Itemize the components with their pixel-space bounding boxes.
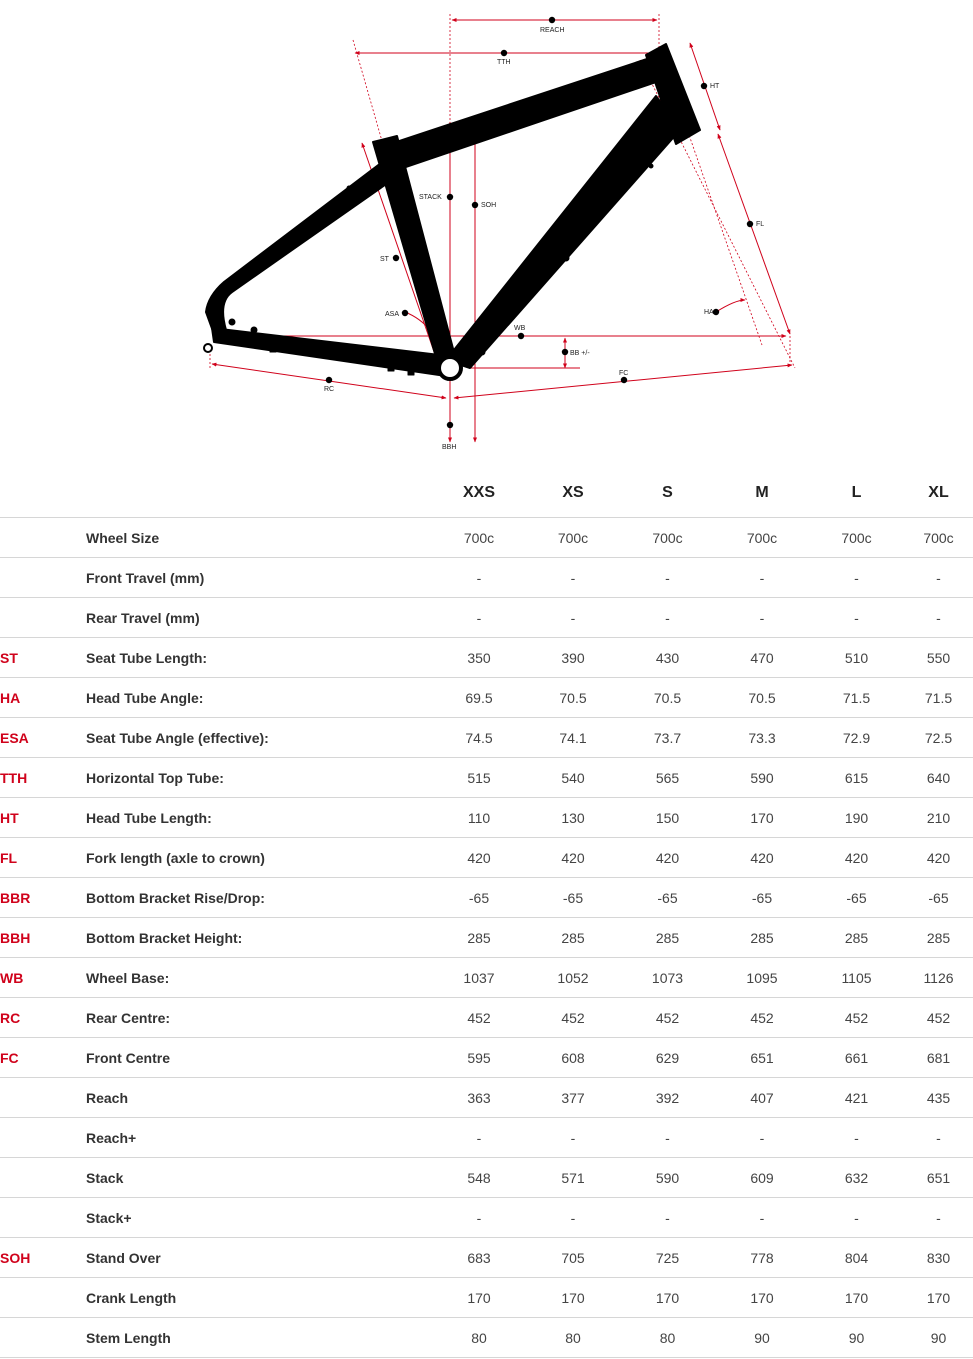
label-reach: REACH bbox=[540, 27, 565, 34]
row-value: 150 bbox=[620, 798, 715, 838]
row-value: - bbox=[432, 598, 526, 638]
row-value: 565 bbox=[620, 758, 715, 798]
row-value: - bbox=[432, 558, 526, 598]
row-value: 452 bbox=[526, 998, 620, 1038]
row-value: 651 bbox=[904, 1158, 973, 1198]
row-value: 80 bbox=[620, 1318, 715, 1358]
row-value: - bbox=[904, 1198, 973, 1238]
label-fc: FC bbox=[619, 370, 629, 377]
label-ht: HT bbox=[710, 83, 720, 90]
row-value: 640 bbox=[904, 758, 973, 798]
row-value: - bbox=[432, 1118, 526, 1158]
row-value: -65 bbox=[620, 878, 715, 918]
table-row bbox=[0, 638, 973, 678]
row-value: 700c bbox=[715, 518, 809, 558]
row-value: -65 bbox=[904, 878, 973, 918]
table-row bbox=[0, 518, 973, 558]
row-value: 285 bbox=[432, 918, 526, 958]
row-value: 73.3 bbox=[715, 718, 809, 758]
row-value: 69.5 bbox=[432, 678, 526, 718]
row-label: Stack+ bbox=[86, 1198, 432, 1238]
row-value: 130 bbox=[526, 798, 620, 838]
table-row bbox=[0, 878, 973, 918]
row-value: 210 bbox=[904, 798, 973, 838]
row-value: 515 bbox=[432, 758, 526, 798]
table-row bbox=[0, 1278, 973, 1318]
label-bbh: BBH bbox=[442, 444, 457, 451]
row-value: 73.7 bbox=[620, 718, 715, 758]
row-value: - bbox=[432, 1198, 526, 1238]
row-label: Stack bbox=[86, 1158, 432, 1198]
row-value: 363 bbox=[432, 1078, 526, 1118]
row-value: - bbox=[809, 598, 904, 638]
row-value: 1126 bbox=[904, 958, 973, 998]
row-value: 510 bbox=[809, 638, 904, 678]
row-value: - bbox=[526, 1198, 620, 1238]
row-value: - bbox=[620, 558, 715, 598]
size-header: M bbox=[755, 483, 769, 501]
table-row bbox=[0, 838, 973, 878]
row-value: 285 bbox=[620, 918, 715, 958]
row-value: - bbox=[620, 1198, 715, 1238]
size-header: XXS bbox=[462, 483, 495, 501]
row-code: HA bbox=[0, 678, 86, 718]
row-value: 285 bbox=[526, 918, 620, 958]
construction-lines bbox=[210, 14, 795, 392]
row-value: 170 bbox=[526, 1278, 620, 1318]
row-value: 170 bbox=[715, 1278, 809, 1318]
row-value: 1105 bbox=[809, 958, 904, 998]
row-value: - bbox=[526, 598, 620, 638]
row-value: 170 bbox=[809, 1278, 904, 1318]
table-row bbox=[0, 558, 973, 598]
fl-dimension bbox=[718, 134, 790, 334]
row-value: 80 bbox=[526, 1318, 620, 1358]
row-value: 700c bbox=[904, 518, 973, 558]
row-value: - bbox=[620, 1118, 715, 1158]
row-label: Reach+ bbox=[86, 1118, 432, 1158]
row-value: 629 bbox=[620, 1038, 715, 1078]
row-label: Seat Tube Angle (effective): bbox=[86, 718, 432, 758]
frame-diagram-svg bbox=[0, 0, 973, 462]
row-value: 420 bbox=[715, 838, 809, 878]
row-value: 615 bbox=[809, 758, 904, 798]
row-value: 651 bbox=[715, 1038, 809, 1078]
row-value: - bbox=[620, 598, 715, 638]
row-label: Reach bbox=[86, 1078, 432, 1118]
bike-frame bbox=[204, 44, 700, 379]
row-value: 452 bbox=[715, 998, 809, 1038]
table-row bbox=[0, 1238, 973, 1278]
row-value: 377 bbox=[526, 1078, 620, 1118]
table-row bbox=[0, 678, 973, 718]
table-row bbox=[0, 1078, 973, 1118]
row-value: - bbox=[809, 558, 904, 598]
row-value: 548 bbox=[432, 1158, 526, 1198]
row-value: 830 bbox=[904, 1238, 973, 1278]
table-row bbox=[0, 1038, 973, 1078]
label-fl: FL bbox=[756, 221, 765, 228]
row-label: Seat Tube Length: bbox=[86, 638, 432, 678]
size-header: L bbox=[851, 483, 862, 501]
label-bb: BB +/- bbox=[570, 350, 590, 357]
row-value: 285 bbox=[809, 918, 904, 958]
table-row bbox=[0, 1318, 973, 1358]
row-value: - bbox=[715, 1118, 809, 1158]
row-value: -65 bbox=[809, 878, 904, 918]
row-value: 407 bbox=[715, 1078, 809, 1118]
row-value: 90 bbox=[715, 1318, 809, 1358]
row-value: 1073 bbox=[620, 958, 715, 998]
row-value: 190 bbox=[809, 798, 904, 838]
row-value: - bbox=[526, 558, 620, 598]
row-label: Crank Length bbox=[86, 1278, 432, 1318]
row-value: 74.5 bbox=[432, 718, 526, 758]
row-value: 285 bbox=[715, 918, 809, 958]
row-value: - bbox=[526, 1118, 620, 1158]
row-value: 71.5 bbox=[904, 678, 973, 718]
row-value: - bbox=[904, 1118, 973, 1158]
row-value: -65 bbox=[526, 878, 620, 918]
row-value: 609 bbox=[715, 1158, 809, 1198]
row-value: 420 bbox=[526, 838, 620, 878]
label-asa: ASA bbox=[385, 311, 400, 318]
row-label: Bottom Bracket Height: bbox=[86, 918, 432, 958]
row-code bbox=[0, 1278, 86, 1318]
row-label: Stand Over bbox=[86, 1238, 432, 1278]
row-label: Head Tube Angle: bbox=[86, 678, 432, 718]
row-code: BBH bbox=[0, 918, 86, 958]
row-value: 420 bbox=[620, 838, 715, 878]
table-row bbox=[0, 958, 973, 998]
row-value: 392 bbox=[620, 1078, 715, 1118]
table-row bbox=[0, 1198, 973, 1238]
row-value: - bbox=[809, 1198, 904, 1238]
label-soh: SOH bbox=[481, 202, 497, 209]
row-value: 70.5 bbox=[526, 678, 620, 718]
label-st: ST bbox=[380, 256, 389, 263]
row-value: 700c bbox=[809, 518, 904, 558]
row-value: 632 bbox=[809, 1158, 904, 1198]
row-value: - bbox=[715, 598, 809, 638]
row-label: Bottom Bracket Rise/Drop: bbox=[86, 878, 432, 918]
row-value: 1037 bbox=[432, 958, 526, 998]
table-row bbox=[0, 918, 973, 958]
row-value: 778 bbox=[715, 1238, 809, 1278]
row-value: 661 bbox=[809, 1038, 904, 1078]
row-value: - bbox=[904, 598, 973, 638]
row-value: 421 bbox=[809, 1078, 904, 1118]
size-header: S bbox=[662, 483, 673, 501]
row-value: 72.9 bbox=[809, 718, 904, 758]
row-value: - bbox=[809, 1118, 904, 1158]
row-code bbox=[0, 1118, 86, 1158]
row-code bbox=[0, 1198, 86, 1238]
row-value: 452 bbox=[809, 998, 904, 1038]
table-row bbox=[0, 1118, 973, 1158]
row-code: RC bbox=[0, 998, 86, 1038]
row-value: 705 bbox=[526, 1238, 620, 1278]
row-label: Fork length (axle to crown) bbox=[86, 838, 432, 878]
row-value: 1095 bbox=[715, 958, 809, 998]
row-code bbox=[0, 518, 86, 558]
row-value: -65 bbox=[715, 878, 809, 918]
row-value: - bbox=[904, 558, 973, 598]
row-label: Head Tube Length: bbox=[86, 798, 432, 838]
row-code bbox=[0, 1318, 86, 1358]
row-code: ST bbox=[0, 638, 86, 678]
row-value: 170 bbox=[904, 1278, 973, 1318]
row-value: - bbox=[715, 1198, 809, 1238]
row-label: Rear Travel (mm) bbox=[86, 598, 432, 638]
row-value: 71.5 bbox=[809, 678, 904, 718]
row-value: 74.1 bbox=[526, 718, 620, 758]
row-value: 170 bbox=[432, 1278, 526, 1318]
row-value: 608 bbox=[526, 1038, 620, 1078]
geometry-table-body bbox=[0, 518, 973, 1358]
row-value: 700c bbox=[526, 518, 620, 558]
row-label: Front Travel (mm) bbox=[86, 558, 432, 598]
row-code bbox=[0, 558, 86, 598]
row-value: 700c bbox=[620, 518, 715, 558]
row-label: Wheel Size bbox=[86, 518, 432, 558]
row-code: BBR bbox=[0, 878, 86, 918]
row-value: 70.5 bbox=[715, 678, 809, 718]
label-wb: WB bbox=[514, 325, 526, 332]
row-value: 420 bbox=[432, 838, 526, 878]
size-header: XS bbox=[562, 483, 584, 501]
row-value: 540 bbox=[526, 758, 620, 798]
bottom-bracket bbox=[439, 357, 461, 379]
row-label: Horizontal Top Tube: bbox=[86, 758, 432, 798]
row-code bbox=[0, 598, 86, 638]
row-value: 681 bbox=[904, 1038, 973, 1078]
row-code: ESA bbox=[0, 718, 86, 758]
row-value: 390 bbox=[526, 638, 620, 678]
row-value: 725 bbox=[620, 1238, 715, 1278]
label-stack: STACK bbox=[419, 194, 442, 201]
row-code: FC bbox=[0, 1038, 86, 1078]
size-header-row bbox=[0, 468, 973, 518]
ha-arc bbox=[716, 300, 745, 312]
row-value: 90 bbox=[809, 1318, 904, 1358]
label-tth: TTH bbox=[497, 59, 511, 66]
row-label: Rear Centre: bbox=[86, 998, 432, 1038]
row-value: 804 bbox=[809, 1238, 904, 1278]
row-value: 452 bbox=[620, 998, 715, 1038]
table-row bbox=[0, 1158, 973, 1198]
size-header: XL bbox=[928, 483, 949, 501]
label-rc: RC bbox=[324, 386, 335, 393]
row-value: 170 bbox=[715, 798, 809, 838]
table-row bbox=[0, 758, 973, 798]
row-value: 420 bbox=[904, 838, 973, 878]
row-code: WB bbox=[0, 958, 86, 998]
table-row bbox=[0, 798, 973, 838]
table-row bbox=[0, 598, 973, 638]
row-value: 72.5 bbox=[904, 718, 973, 758]
row-value: 1052 bbox=[526, 958, 620, 998]
row-value: 80 bbox=[432, 1318, 526, 1358]
label-ha: HA bbox=[704, 309, 714, 316]
row-value: 435 bbox=[904, 1078, 973, 1118]
row-code: TTH bbox=[0, 758, 86, 798]
geometry-table bbox=[0, 468, 973, 1358]
row-label: Stem Length bbox=[86, 1318, 432, 1358]
table-row bbox=[0, 998, 973, 1038]
row-code bbox=[0, 1078, 86, 1118]
row-value: 550 bbox=[904, 638, 973, 678]
row-label: Wheel Base: bbox=[86, 958, 432, 998]
row-value: 285 bbox=[904, 918, 973, 958]
row-value: 683 bbox=[432, 1238, 526, 1278]
row-value: 452 bbox=[432, 998, 526, 1038]
row-value: -65 bbox=[432, 878, 526, 918]
frame-geometry-diagram bbox=[0, 0, 973, 462]
row-value: 70.5 bbox=[620, 678, 715, 718]
row-value: 90 bbox=[904, 1318, 973, 1358]
row-value: 420 bbox=[809, 838, 904, 878]
row-value: 350 bbox=[432, 638, 526, 678]
row-value: 110 bbox=[432, 798, 526, 838]
row-value: 590 bbox=[620, 1158, 715, 1198]
row-value: 595 bbox=[432, 1038, 526, 1078]
row-label: Front Centre bbox=[86, 1038, 432, 1078]
row-value: 700c bbox=[432, 518, 526, 558]
row-code: SOH bbox=[0, 1238, 86, 1278]
row-value: 571 bbox=[526, 1158, 620, 1198]
row-value: 430 bbox=[620, 638, 715, 678]
row-value: 590 bbox=[715, 758, 809, 798]
row-value: 470 bbox=[715, 638, 809, 678]
row-code: FL bbox=[0, 838, 86, 878]
row-value: 452 bbox=[904, 998, 973, 1038]
row-value: - bbox=[715, 558, 809, 598]
table-row bbox=[0, 718, 973, 758]
row-code: HT bbox=[0, 798, 86, 838]
row-code bbox=[0, 1158, 86, 1198]
row-value: 170 bbox=[620, 1278, 715, 1318]
